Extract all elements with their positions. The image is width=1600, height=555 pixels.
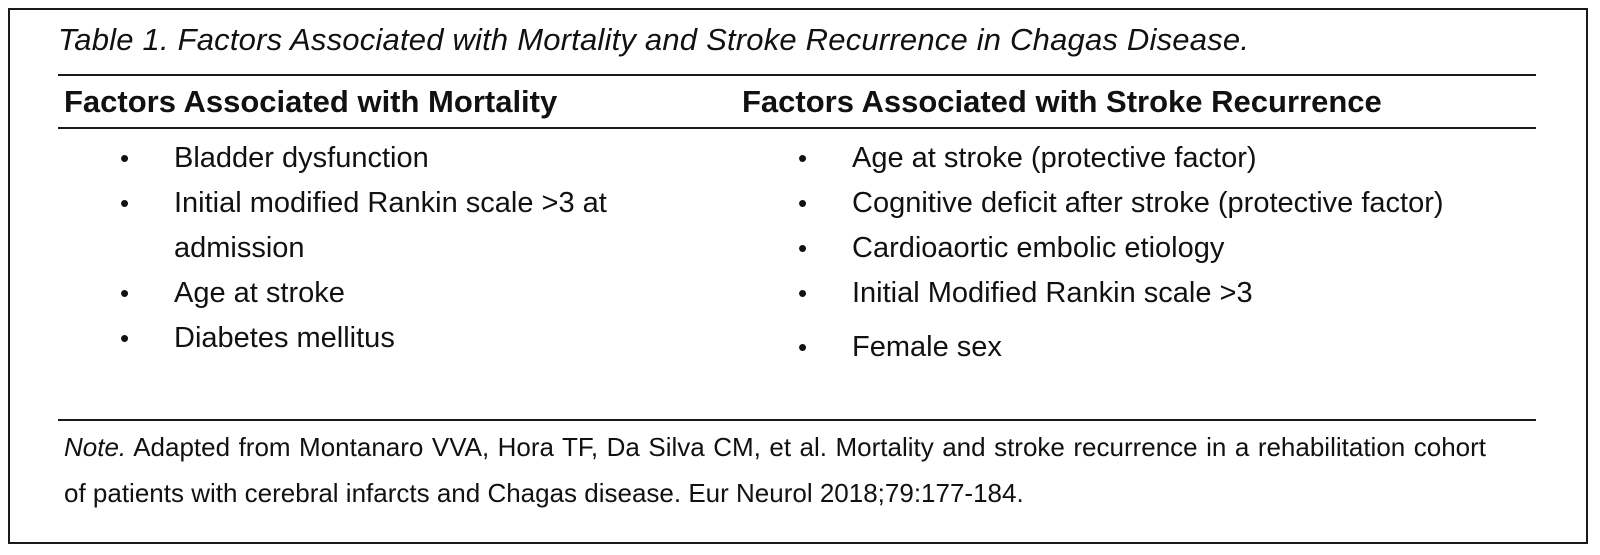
- recurrence-column-header: Factors Associated with Stroke Recurrence: [742, 84, 1382, 119]
- list-item-text: Female sex: [852, 331, 1002, 363]
- bullet-icon: •: [120, 278, 130, 308]
- list-item-text: Cardioaortic embolic etiology: [852, 232, 1225, 264]
- list-item-text: Diabetes mellitus: [174, 322, 395, 354]
- list-item-text: Bladder dysfunction: [174, 142, 429, 174]
- bullet-icon: •: [798, 143, 808, 173]
- list-item: [796, 325, 1476, 370]
- recurrence-factor-list: [796, 136, 1476, 370]
- list-item: [118, 316, 678, 361]
- mortality-column-header: Factors Associated with Mortality: [64, 84, 558, 119]
- list-item-text: Initial modified Rankin scale >3 at admission: [174, 187, 607, 264]
- list-item-text: Initial Modified Rankin scale >3: [852, 277, 1253, 309]
- list-item: [118, 181, 678, 271]
- list-item: [796, 271, 1476, 316]
- list-item-text: Cognitive deficit after stroke (protective factor): [852, 187, 1444, 219]
- bullet-icon: •: [798, 278, 808, 308]
- header-rule: [58, 127, 1536, 129]
- bullet-icon: •: [120, 143, 130, 173]
- list-item: [118, 136, 678, 181]
- list-item: [796, 136, 1476, 181]
- table-note: [64, 424, 1486, 516]
- bullet-icon: •: [798, 188, 808, 218]
- note-text: Adapted from Montanaro VVA, Hora TF, Da Silva CM, et al. Mortality and stroke recurrence in a rehabilitation cohort of patients with cerebral infarcts and Chagas disease. Eur Neurol 2018;79:177-184.: [64, 432, 1486, 508]
- note-label: Note.: [64, 432, 127, 462]
- top-rule: [58, 74, 1536, 76]
- list-item: [118, 271, 678, 316]
- table-caption: Table 1. Factors Associated with Mortality and Stroke Recurrence in Chagas Disease.: [58, 22, 1250, 57]
- list-item-text: Age at stroke: [174, 277, 345, 309]
- bullet-icon: •: [798, 332, 808, 362]
- bullet-icon: •: [798, 233, 808, 263]
- bullet-icon: •: [120, 323, 130, 353]
- list-item: [796, 181, 1476, 226]
- bullet-icon: •: [120, 188, 130, 218]
- mortality-factor-list: [118, 136, 678, 361]
- bottom-rule: [58, 419, 1536, 421]
- list-item: [796, 226, 1476, 271]
- list-item-text: Age at stroke (protective factor): [852, 142, 1257, 174]
